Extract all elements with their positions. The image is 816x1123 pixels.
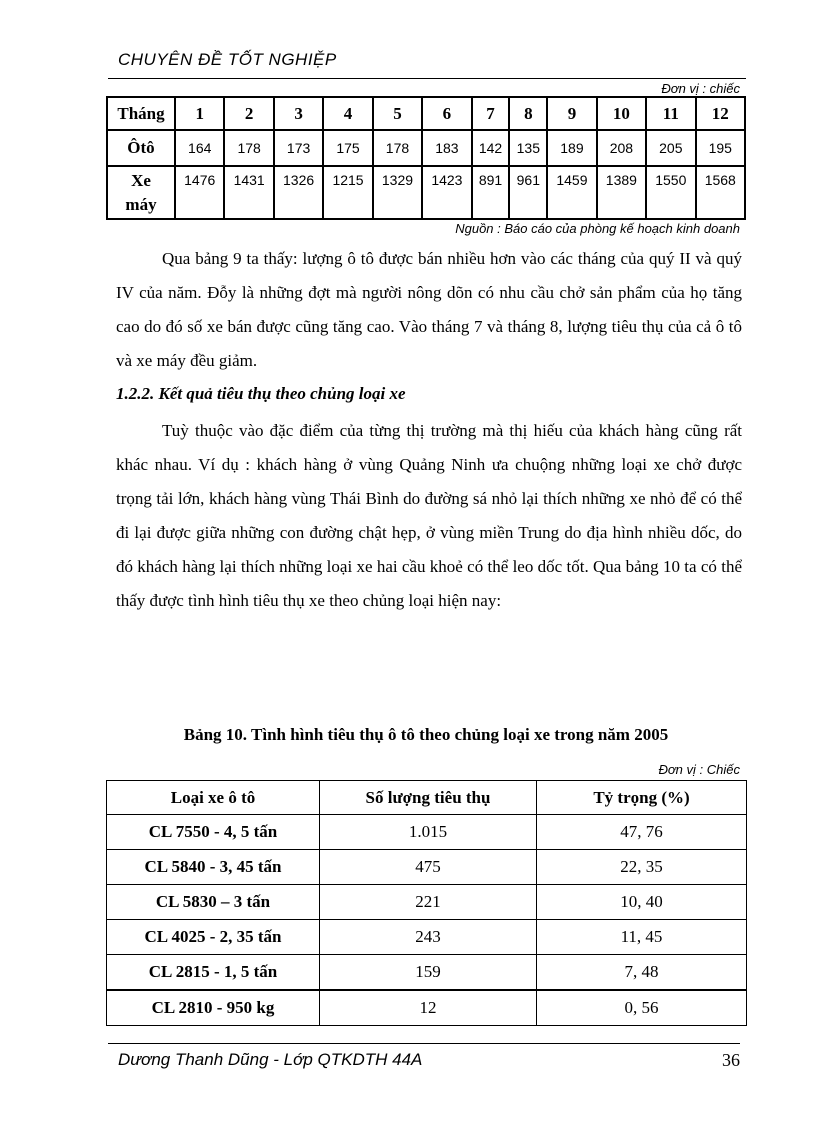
month-header: Tháng xyxy=(107,97,175,130)
month-cell: 3 xyxy=(274,97,323,130)
table2-unit: Đơn vị : Chiếc xyxy=(658,762,740,777)
table2-header-row xyxy=(107,781,747,815)
month-cell: 5 xyxy=(373,97,422,130)
value-cell: 1431 xyxy=(224,166,273,219)
table1-row-oto xyxy=(107,130,745,166)
month-cell: 1 xyxy=(175,97,224,130)
footer-rule xyxy=(108,1043,740,1044)
month-cell: 9 xyxy=(547,97,596,130)
header-title: CHUYÊN ĐỀ TỐT NGHIỆP xyxy=(118,50,337,69)
share-cell: 47, 76 xyxy=(537,815,747,850)
paragraph-2 xyxy=(116,414,742,618)
row-label: Ôtô xyxy=(107,130,175,166)
table-row xyxy=(107,850,747,885)
value-cell: 195 xyxy=(696,130,745,166)
value-cell: 1329 xyxy=(373,166,422,219)
value-cell: 1215 xyxy=(323,166,372,219)
share-cell: 10, 40 xyxy=(537,885,747,920)
row-label-line: Xe xyxy=(131,171,151,190)
value-cell: 164 xyxy=(175,130,224,166)
value-cell: 178 xyxy=(224,130,273,166)
vehicle-type-cell: CL 2810 - 950 kg xyxy=(107,990,320,1026)
monthly-sales-table xyxy=(106,96,746,220)
value-cell: 135 xyxy=(509,130,547,166)
vehicle-type-cell: CL 2815 - 1, 5 tấn xyxy=(107,955,320,991)
value-cell: 142 xyxy=(472,130,510,166)
value-cell: 208 xyxy=(597,130,646,166)
vehicle-type-cell: CL 4025 - 2, 35 tấn xyxy=(107,920,320,955)
value-cell: 1326 xyxy=(274,166,323,219)
section-heading: 1.2.2. Kết quả tiêu thụ theo chủng loại xe xyxy=(116,384,406,403)
month-cell: 4 xyxy=(323,97,372,130)
share-cell: 11, 45 xyxy=(537,920,747,955)
table-row xyxy=(107,920,747,955)
quantity-cell: 243 xyxy=(320,920,537,955)
value-cell: 173 xyxy=(274,130,323,166)
value-cell: 1389 xyxy=(597,166,646,219)
value-cell: 1476 xyxy=(175,166,224,219)
month-cell: 6 xyxy=(422,97,471,130)
vehicle-type-table xyxy=(106,780,747,1026)
row-label xyxy=(107,166,175,219)
column-header: Loại xe ô tô xyxy=(107,781,320,815)
quantity-cell: 475 xyxy=(320,850,537,885)
vehicle-type-cell: CL 5830 – 3 tấn xyxy=(107,885,320,920)
table-row xyxy=(107,990,747,1026)
table-row xyxy=(107,815,747,850)
table2-caption: Bảng 10. Tình hình tiêu thụ ô tô theo chủng loại xe trong năm 2005 xyxy=(183,725,669,744)
share-cell: 7, 48 xyxy=(537,955,747,991)
month-cell: 2 xyxy=(224,97,273,130)
vehicle-type-cell: CL 7550 - 4, 5 tấn xyxy=(107,815,320,850)
table1-header-row xyxy=(107,97,745,130)
quantity-cell: 1.015 xyxy=(320,815,537,850)
share-cell: 0, 56 xyxy=(537,990,747,1026)
value-cell: 891 xyxy=(472,166,510,219)
quantity-cell: 159 xyxy=(320,955,537,991)
value-cell: 205 xyxy=(646,130,695,166)
month-cell: 8 xyxy=(509,97,547,130)
value-cell: 1459 xyxy=(547,166,596,219)
share-cell: 22, 35 xyxy=(537,850,747,885)
month-cell: 7 xyxy=(472,97,510,130)
value-cell: 1550 xyxy=(646,166,695,219)
paragraph-1-text: Qua bảng 9 ta thấy: lượng ô tô được bán nhiều hơn vào các tháng của quý II và quý IV của năm. Đỗy là những đợt mà người nông dõn có nhu cầu chở sản phẩm của họ tăng cao do đó số xe bán được cũng tăng cao. Vào tháng 7 và tháng 8, lượng tiêu thụ của cả ô tô và xe máy đều giảm. xyxy=(116,249,742,370)
page-number: 36 xyxy=(722,1050,740,1070)
month-cell: 10 xyxy=(597,97,646,130)
value-cell: 175 xyxy=(323,130,372,166)
footer-author: Dương Thanh Dũng - Lớp QTKDTH 44A xyxy=(118,1050,423,1069)
paragraph-2-text: Tuỳ thuộc vào đặc điểm của từng thị trường mà thị hiếu của khách hàng cũng rất khác nhau. Ví dụ : khách hàng ở vùng Quảng Ninh ưa chuộng những loại xe chở được trọng tải lớn, khách hàng vùng Thái Bình do đường sá nhỏ lại thích những xe nhỏ để có thể đi lại được giữa những con đường chật hẹp, ở vùng miền Trung do địa hình nhiều dốc, do đó khách hàng lại thích những loại xe hai cầu khoẻ có thể leo dốc tốt. Qua bảng 10 ta có thể thấy được tình hình tiêu thụ xe theo chủng loại hiện nay: xyxy=(116,421,742,610)
quantity-cell: 12 xyxy=(320,990,537,1026)
table1-row-xemay xyxy=(107,166,745,219)
value-cell: 1568 xyxy=(696,166,745,219)
month-cell: 11 xyxy=(646,97,695,130)
quantity-cell: 221 xyxy=(320,885,537,920)
table-row xyxy=(107,885,747,920)
value-cell: 1423 xyxy=(422,166,471,219)
table1-source: Nguồn : Báo cáo của phòng kế hoạch kinh doanh xyxy=(455,221,740,236)
column-header: Tỷ trọng (%) xyxy=(537,781,747,815)
value-cell: 961 xyxy=(509,166,547,219)
paragraph-1 xyxy=(116,242,742,378)
value-cell: 189 xyxy=(547,130,596,166)
row-label-line: máy xyxy=(125,195,157,214)
vehicle-type-cell: CL 5840 - 3, 45 tấn xyxy=(107,850,320,885)
table1-unit: Đơn vị : chiếc xyxy=(661,81,740,96)
value-cell: 183 xyxy=(422,130,471,166)
header-rule xyxy=(108,78,746,79)
table-row xyxy=(107,955,747,991)
value-cell: 178 xyxy=(373,130,422,166)
month-cell: 12 xyxy=(696,97,745,130)
column-header: Số lượng tiêu thụ xyxy=(320,781,537,815)
